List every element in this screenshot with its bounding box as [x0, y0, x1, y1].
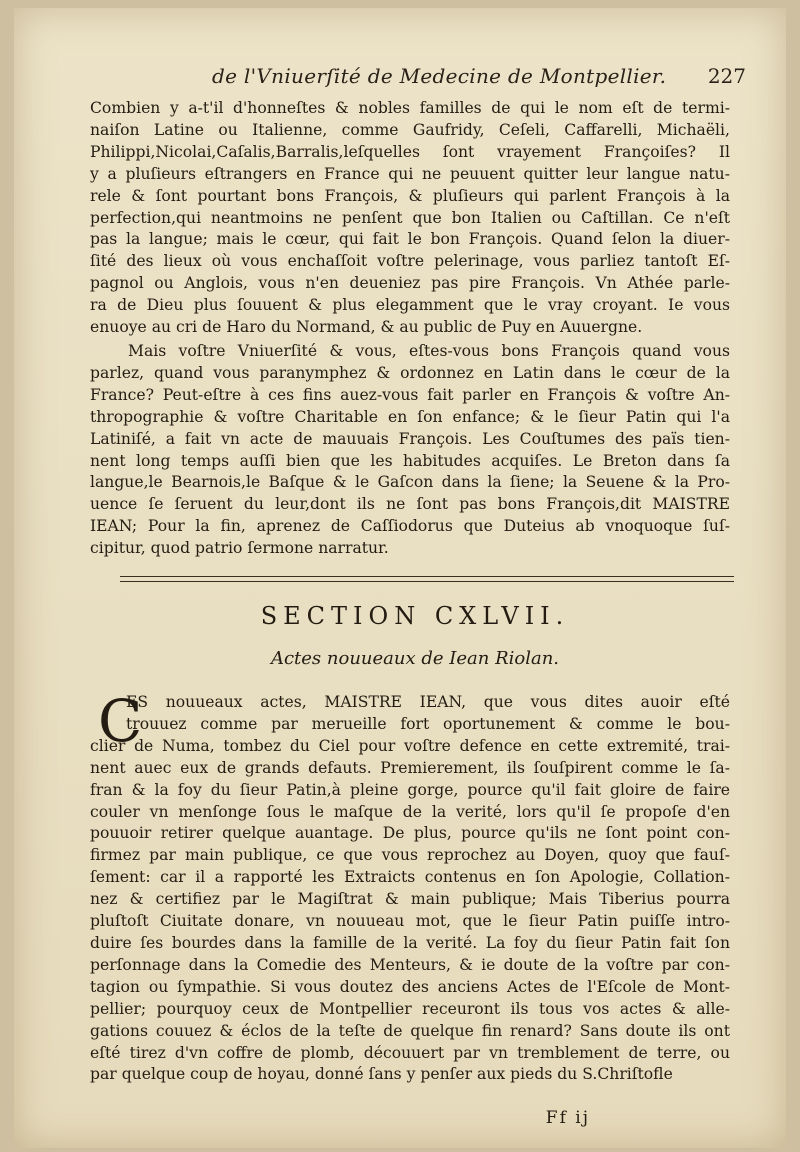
text-line: rele & ſont pourtant bons François, & pluſieurs qui parlent François à la: [90, 186, 730, 205]
text-line: langue,le Bearnois,le Baſque & le Gaſcon dans la ſiene; la Seuene & la Pro-: [90, 473, 730, 492]
text-line: perſonnage dans la Comedie des Menteurs, & ie doute de la voſtre par con-: [90, 955, 730, 974]
text-line: y a pluſieurs eſtrangers en France qui ne peuuent quitter leur langue natu-: [90, 164, 730, 183]
text-line: cipitur, quod patrio ſermone narratur.: [90, 539, 389, 558]
running-title: de l'Vniuerſité de Medecine de Montpellier.: [212, 64, 667, 88]
section-rule-top: [120, 576, 734, 577]
paragraph-1: [90, 98, 730, 339]
drop-cap: C: [98, 687, 143, 755]
text-line: naiſon Latine ou Italienne, comme Gaufridy, Ceſeli, Caffarelli, Michaëli,: [90, 120, 730, 139]
text-line: France? Peut-eſtre à ces fins auez-vous fait parler en François & voſtre An-: [90, 385, 730, 404]
text-line: firmez par main publique, ce que vous reprochez au Doyen, quoy que fauſ-: [90, 846, 730, 865]
text-line: pagnol ou Anglois, vous n'en deueniez pas pire François. Vn Athée parle-: [90, 274, 730, 293]
text-line: couler vn menſonge ſous le maſque de la verité, lors qu'il ſe propoſe d'en: [90, 802, 730, 821]
text-line: ra de Dieu plus ſouuent & plus elegamment que le vray croyant. Ie vous: [90, 296, 730, 315]
text-line: duire ſes bourdes dans la famille de la verité. La foy du ſieur Patin fait ſon: [90, 933, 730, 952]
page-number: 227: [707, 64, 746, 88]
text-line: nez & certifiez par le Magiſtrat & main publique; Mais Tiberius pourra: [90, 890, 730, 909]
text-line: par quelque coup de hoyau, donné ſans y penſer aux pieds du S.Chriſtofle: [90, 1065, 673, 1084]
text-line: IEAN; Pour la fin, aprenez de Caſſiodorus que Duteius ab vnoquoque ſuſ-: [90, 517, 730, 536]
section-title: SECTION CXLVII.: [260, 602, 570, 630]
text-line: pas la langue; mais le cœur, qui fait le bon François. Quand ſelon la diuer-: [90, 230, 730, 249]
text-line: fran & la foy du ſieur Patin,à pleine gorge, pource qu'il fait gloire de faire: [90, 780, 730, 799]
section-subtitle: Actes nouueaux de Iean Riolan.: [270, 648, 560, 669]
text-line: perfection,qui neantmoins ne penſent que bon Italien ou Caſtillan. Ce n'eſt: [90, 208, 730, 227]
text-line: ſement: car il a rapporté les Extraicts contenus en ſon Apologie, Collation-: [90, 868, 730, 887]
text-line: trouuez comme par merueille fort oportunement & comme le bou-: [126, 714, 730, 733]
text-line: eſté tirez d'vn coffre de plomb, découuert par vn tremblement de terre, ou: [90, 1043, 730, 1062]
page-header: [104, 64, 746, 94]
text-line: clier de Numa, tombez du Ciel pour voſtre defence en cette extremité, trai-: [90, 736, 730, 755]
text-line: tagion ou ſympathie. Si vous doutez des anciens Actes de l'Eſcole de Mont-: [90, 977, 730, 996]
book-page: [14, 8, 786, 1148]
text-line: parlez, quand vous paranymphez & ordonnez en Latin dans le cœur de la: [90, 363, 730, 382]
signature-mark: Ff ij: [545, 1108, 590, 1128]
text-line: ſité des lieux où vous enchaſſoit voſtre pelerinage, vous parliez tantoſt Eſ-: [90, 252, 730, 271]
text-line: pluſtoſt Ciuitate donare, vn nouueau mot, que le ſieur Patin puiſſe intro-: [90, 912, 730, 931]
text-line: uence ſe ſeruent du leur,dont ils ne ſont pas bons François,dit MAISTRE: [90, 495, 730, 514]
text-line: Latiniſé, a fait vn acte de mauuais François. Les Couſtumes des païs tien-: [90, 429, 730, 448]
text-line: nent auec eux de grands defauts. Premierement, ils ſouſpirent comme le ſa-: [90, 758, 730, 777]
text-line: thropographie & voſtre Charitable en ſon enfance; & le ſieur Patin qui l'a: [90, 407, 730, 426]
text-line: nent long temps auſſi bien que les habitudes acquiſes. Le Breton dans ſa: [90, 451, 730, 470]
text-line: Philippi,Nicolai,Caſalis,Barralis,leſquelles ſont vrayement Françoiſes? Il: [90, 142, 730, 161]
text-line: gations couuez & éclos de la teſte de quelque fin renard? Sans doute ils ont: [90, 1021, 730, 1040]
paragraph-2: [90, 341, 730, 560]
text-line: pouuoir retirer quelque auantage. De plus, pource qu'ils ne ſont point con-: [90, 824, 730, 843]
text-line: pellier; pourquoy ceux de Montpellier receuront ils tous vos actes & alle-: [90, 999, 730, 1018]
text-line: Combien y a-t'il d'honneſtes & nobles familles de qui le nom eſt de termi-: [90, 99, 730, 117]
section-rule-bottom: [120, 581, 734, 582]
text-line: enuoye au cri de Haro du Normand, & au public de Puy en Auuergne.: [90, 318, 643, 337]
text-line: Mais voſtre Vniuerſité & vous, eſtes-vous bons François quand vous: [128, 342, 730, 360]
text-line: ES nouueaux actes, MAISTRE IEAN, que vous dites auoir eſté: [126, 693, 730, 711]
paragraph-3: [90, 687, 730, 1086]
